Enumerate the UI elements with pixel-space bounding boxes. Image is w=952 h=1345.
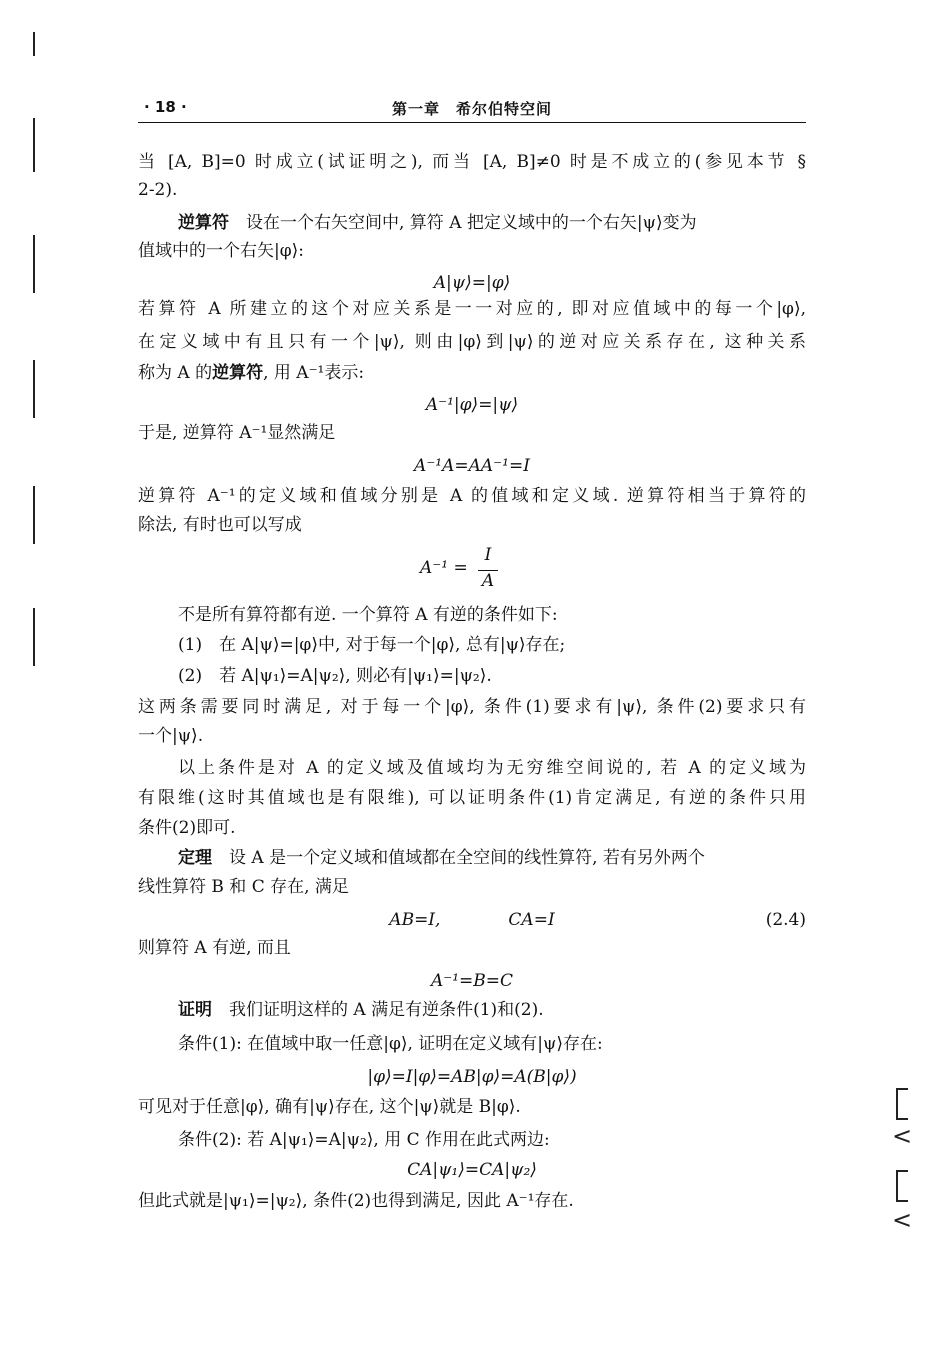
text-line: 一个|ψ⟩. bbox=[138, 726, 204, 746]
scan-edge-mark bbox=[33, 32, 35, 56]
text-line: 有限维(这时其值域也是有限维), 可以证明条件(1)肯定满足, 有逆的条件只用 bbox=[138, 788, 806, 808]
text-line: 在定义域中有且只有一个|ψ⟩, 则由|φ⟩到|ψ⟩的逆对应关系存在, 这种关系 bbox=[138, 332, 806, 352]
text-line: 逆算符 A⁻¹的定义域和值域分别是 A 的值域和定义域. 逆算符相当于算符的 bbox=[138, 486, 806, 506]
equation: A|ψ⟩=|φ⟩ bbox=[433, 273, 511, 293]
equation-number: (2.4) bbox=[765, 910, 806, 930]
page-number: · 18 · bbox=[144, 98, 187, 116]
text-line: 除法, 有时也可以写成 bbox=[138, 515, 302, 535]
equation: |φ⟩=I|φ⟩=AB|φ⟩=A(B|φ⟩) bbox=[367, 1067, 577, 1087]
text-line: 我们证明这样的 A 满足有逆条件(1)和(2). bbox=[212, 1000, 544, 1020]
scan-edge-mark bbox=[33, 118, 35, 172]
text-line: 设 A 是一个定义域和值域都在全空间的线性算符, 若有另外两个 bbox=[212, 848, 705, 868]
text-line: 2-2). bbox=[138, 180, 178, 200]
text-line: 若算符 A 所建立的这个对应关系是一一对应的, 即对应值域中的每一个|φ⟩, bbox=[138, 299, 806, 319]
scan-bracket-mark bbox=[896, 1170, 908, 1202]
fraction-lhs: A⁻¹ = bbox=[420, 558, 468, 578]
text-fragment: 称为 A 的 bbox=[138, 363, 213, 383]
scan-chevron-mark: < bbox=[892, 1122, 913, 1150]
scan-edge-mark bbox=[33, 360, 35, 418]
text-line: 当 [A, B]=0 时成立(试证明之), 而当 [A, B]≠0 时是不成立的(参见本节 § bbox=[138, 152, 806, 172]
text-line: 则算符 A 有逆, 而且 bbox=[138, 938, 291, 958]
term-inverse-operator: 逆算符 bbox=[212, 363, 264, 383]
text-line: 但此式就是|ψ₁⟩=|ψ₂⟩, 条件(2)也得到满足, 因此 A⁻¹存在. bbox=[138, 1191, 574, 1211]
text-line: 设在一个右矢空间中, 算符 A 把定义域中的一个右矢|ψ⟩变为 bbox=[229, 213, 697, 233]
text-line: 线性算符 B 和 C 存在, 满足 bbox=[138, 877, 349, 897]
text-line: 条件(1): 在值域中取一任意|φ⟩, 证明在定义域有|ψ⟩存在: bbox=[178, 1034, 603, 1054]
term-inverse-operator: 逆算符 bbox=[178, 213, 229, 233]
text-line: 于是, 逆算符 A⁻¹显然满足 bbox=[138, 423, 336, 443]
term-theorem: 定理 bbox=[178, 848, 212, 868]
chapter-title: 第一章 希尔伯特空间 bbox=[391, 100, 552, 118]
equation: CA|ψ₁⟩=CA|ψ₂⟩ bbox=[407, 1160, 537, 1180]
equation-body: AB=I, CA=I bbox=[389, 910, 555, 930]
scan-bracket-mark bbox=[896, 1088, 908, 1120]
text-line: 可见对于任意|φ⟩, 确有|ψ⟩存在, 这个|ψ⟩就是 B|φ⟩. bbox=[138, 1097, 521, 1117]
fraction-denominator: A bbox=[481, 571, 495, 591]
scan-edge-mark bbox=[33, 486, 35, 544]
page-header bbox=[138, 96, 806, 123]
text-line: 值域中的一个右矢|φ⟩: bbox=[138, 241, 304, 261]
scan-edge-mark bbox=[33, 608, 35, 666]
paragraph-start bbox=[178, 846, 806, 870]
text-line: 这两条需要同时满足, 对于每一个|φ⟩, 条件(1)要求有|ψ⟩, 条件(2)要求只有 bbox=[138, 697, 806, 717]
term-proof: 证明 bbox=[178, 1000, 212, 1020]
condition-item: (1) 在 A|ψ⟩=|φ⟩中, 对于每一个|φ⟩, 总有|ψ⟩存在; bbox=[178, 635, 566, 655]
equation: A⁻¹=B=C bbox=[430, 971, 514, 991]
fraction-numerator: I bbox=[484, 545, 492, 565]
condition-item: (2) 若 A|ψ₁⟩=A|ψ₂⟩, 则必有|ψ₁⟩=|ψ₂⟩. bbox=[178, 666, 492, 686]
scan-chevron-mark: < bbox=[892, 1206, 913, 1234]
text-fragment: , 用 A⁻¹表示: bbox=[263, 363, 365, 383]
text-line: 条件(2): 若 A|ψ₁⟩=A|ψ₂⟩, 用 C 作用在此式两边: bbox=[178, 1130, 550, 1150]
text-line: 不是所有算符都有逆. 一个算符 A 有逆的条件如下: bbox=[178, 605, 558, 625]
equation bbox=[138, 908, 806, 932]
text-line: 条件(2)即可. bbox=[138, 818, 236, 838]
paragraph-start bbox=[178, 998, 806, 1022]
scan-edge-mark bbox=[33, 235, 35, 293]
equation: A⁻¹|φ⟩=|ψ⟩ bbox=[425, 395, 519, 415]
paragraph-line bbox=[138, 361, 806, 385]
text-line: 以上条件是对 A 的定义域及值域均为无穷维空间说的, 若 A 的定义域为 bbox=[178, 758, 806, 778]
equation: A⁻¹A=AA⁻¹=I bbox=[414, 456, 530, 476]
paragraph-start bbox=[178, 211, 806, 235]
